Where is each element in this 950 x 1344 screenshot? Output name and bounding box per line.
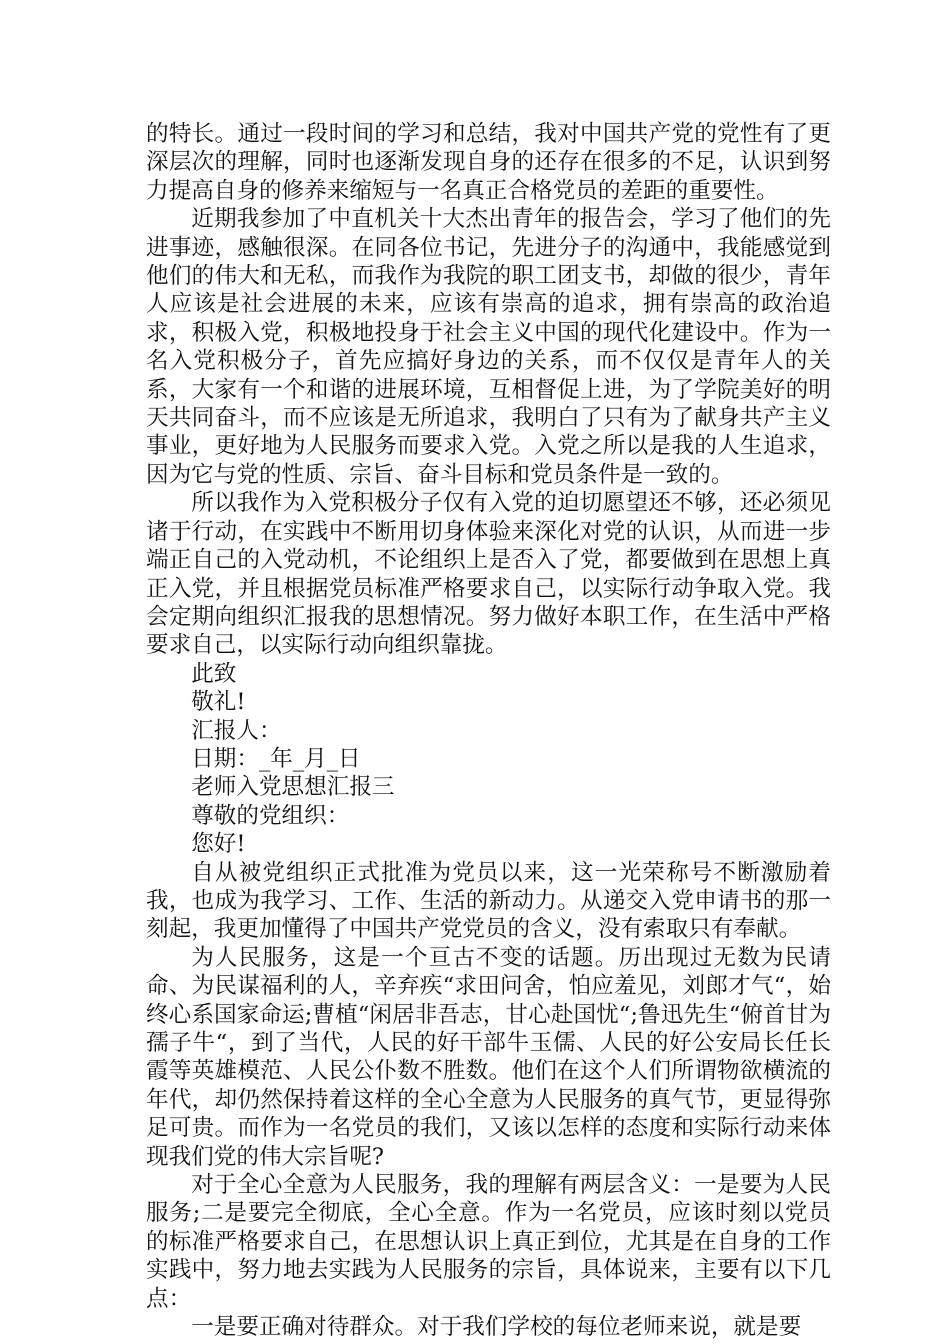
paragraph: 自从被党组织正式批准为党员以来，这一光荣称号不断激励着我，也成为我学习、工作、生活的新动力。从递交入党申请书的那一刻起，我更加懂得了中国共产党党员的含义，没有索取只有奉献。 bbox=[146, 859, 831, 943]
paragraph: 近期我参加了中直机关十大杰出青年的报告会，学习了他们的先进事迹，感触很深。在同各位书记，先进分子的沟通中，我能感觉到他们的伟大和无私，而我作为我院的职工团支书，却做的很少，青年人应该是社会进展的未来，应该有崇高的追求，拥有崇高的政治追求，积极入党，积极地投身于社会主义中国的现代化建设中。作为一名入党积极分子，首先应搞好身边的关系，而不仅仅是青年人的关系，大家有一个和谐的进展环境，互相督促上进，为了学院美好的明天共同奋斗，而不应该是无所追求，我明白了只有为了献身共产主义事业，更好地为人民服务而要求入党。入党之所以是我的人生追求，因为它与党的性质、宗旨、奋斗目标和党员条件是一致的。 bbox=[146, 206, 831, 488]
paragraph: 为人民服务，这是一个亘古不变的话题。历出现过无数为民请命、为民谋福利的人，辛弃疾“求田问舍，怕应羞见，刘郎才气“，始终心系国家命运;曹植“闲居非吾志，甘心赴国忧“;鲁迅先生“俯首甘为孺子牛“，到了当代，人民的好干部牛玉儒、人民的好公安局长任长霞等英雄模范、人民公仆数不胜数。他们在这个人们所谓物欲横流的年代，却仍然保持着这样的全心全意为人民服务的真气节，更显得弥足可贵。而作为一名党员的我们，又该以怎样的态度和实际行动来体现我们党的伟大宗旨呢? bbox=[146, 944, 831, 1170]
section-title: 老师入党思想汇报三 bbox=[191, 774, 395, 801]
reporter-line: 汇报人： bbox=[191, 717, 282, 744]
paragraph: 对于全心全意为人民服务，我的理解有两层含义：一是要为人民服务;二是要完全彻底，全心全意。作为一名党员，应该时刻以党员的标准严格要求自己，在思想认识上真正到位，尤其是在自身的工作实践中，努力地去实践为人民服务的宗旨，具体说来，主要有以下几点： bbox=[146, 1172, 831, 1312]
paragraph: 的特长。通过一段时间的学习和总结，我对中国共产党的党性有了更深层次的理解，同时也逐渐发现自身的还存在很多的不足，认识到努力提高自身的修养来缩短与一名真正合格党员的差距的重要性。 bbox=[146, 121, 831, 204]
date-line: 日期：_年_月_日 bbox=[191, 745, 361, 772]
greeting-line: 尊敬的党组织： bbox=[191, 802, 350, 829]
document-body bbox=[146, 120, 831, 1341]
closing-salutation: 此致 bbox=[191, 660, 237, 687]
paragraph: 一是要正确对待群众。对于我们学校的每位老师来说，就是要 bbox=[191, 1314, 802, 1341]
closing-regards: 敬礼! bbox=[191, 689, 246, 716]
greeting-hello: 您好! bbox=[191, 831, 246, 858]
paragraph: 所以我作为入党积极分子仅有入党的迫切愿望还不够，还必须见诸于行动，在实践中不断用切身体验来深化对党的认识，从而进一步端正自己的入党动机，不论组织上是否入了党，都要做到在思想上真正入党，并且根据党员标准严格要求自己，以实际行动争取入党。我会定期向组织汇报我的思想情况。努力做好本职工作，在生活中严格要求自己，以实际行动向组织靠拢。 bbox=[146, 490, 831, 659]
